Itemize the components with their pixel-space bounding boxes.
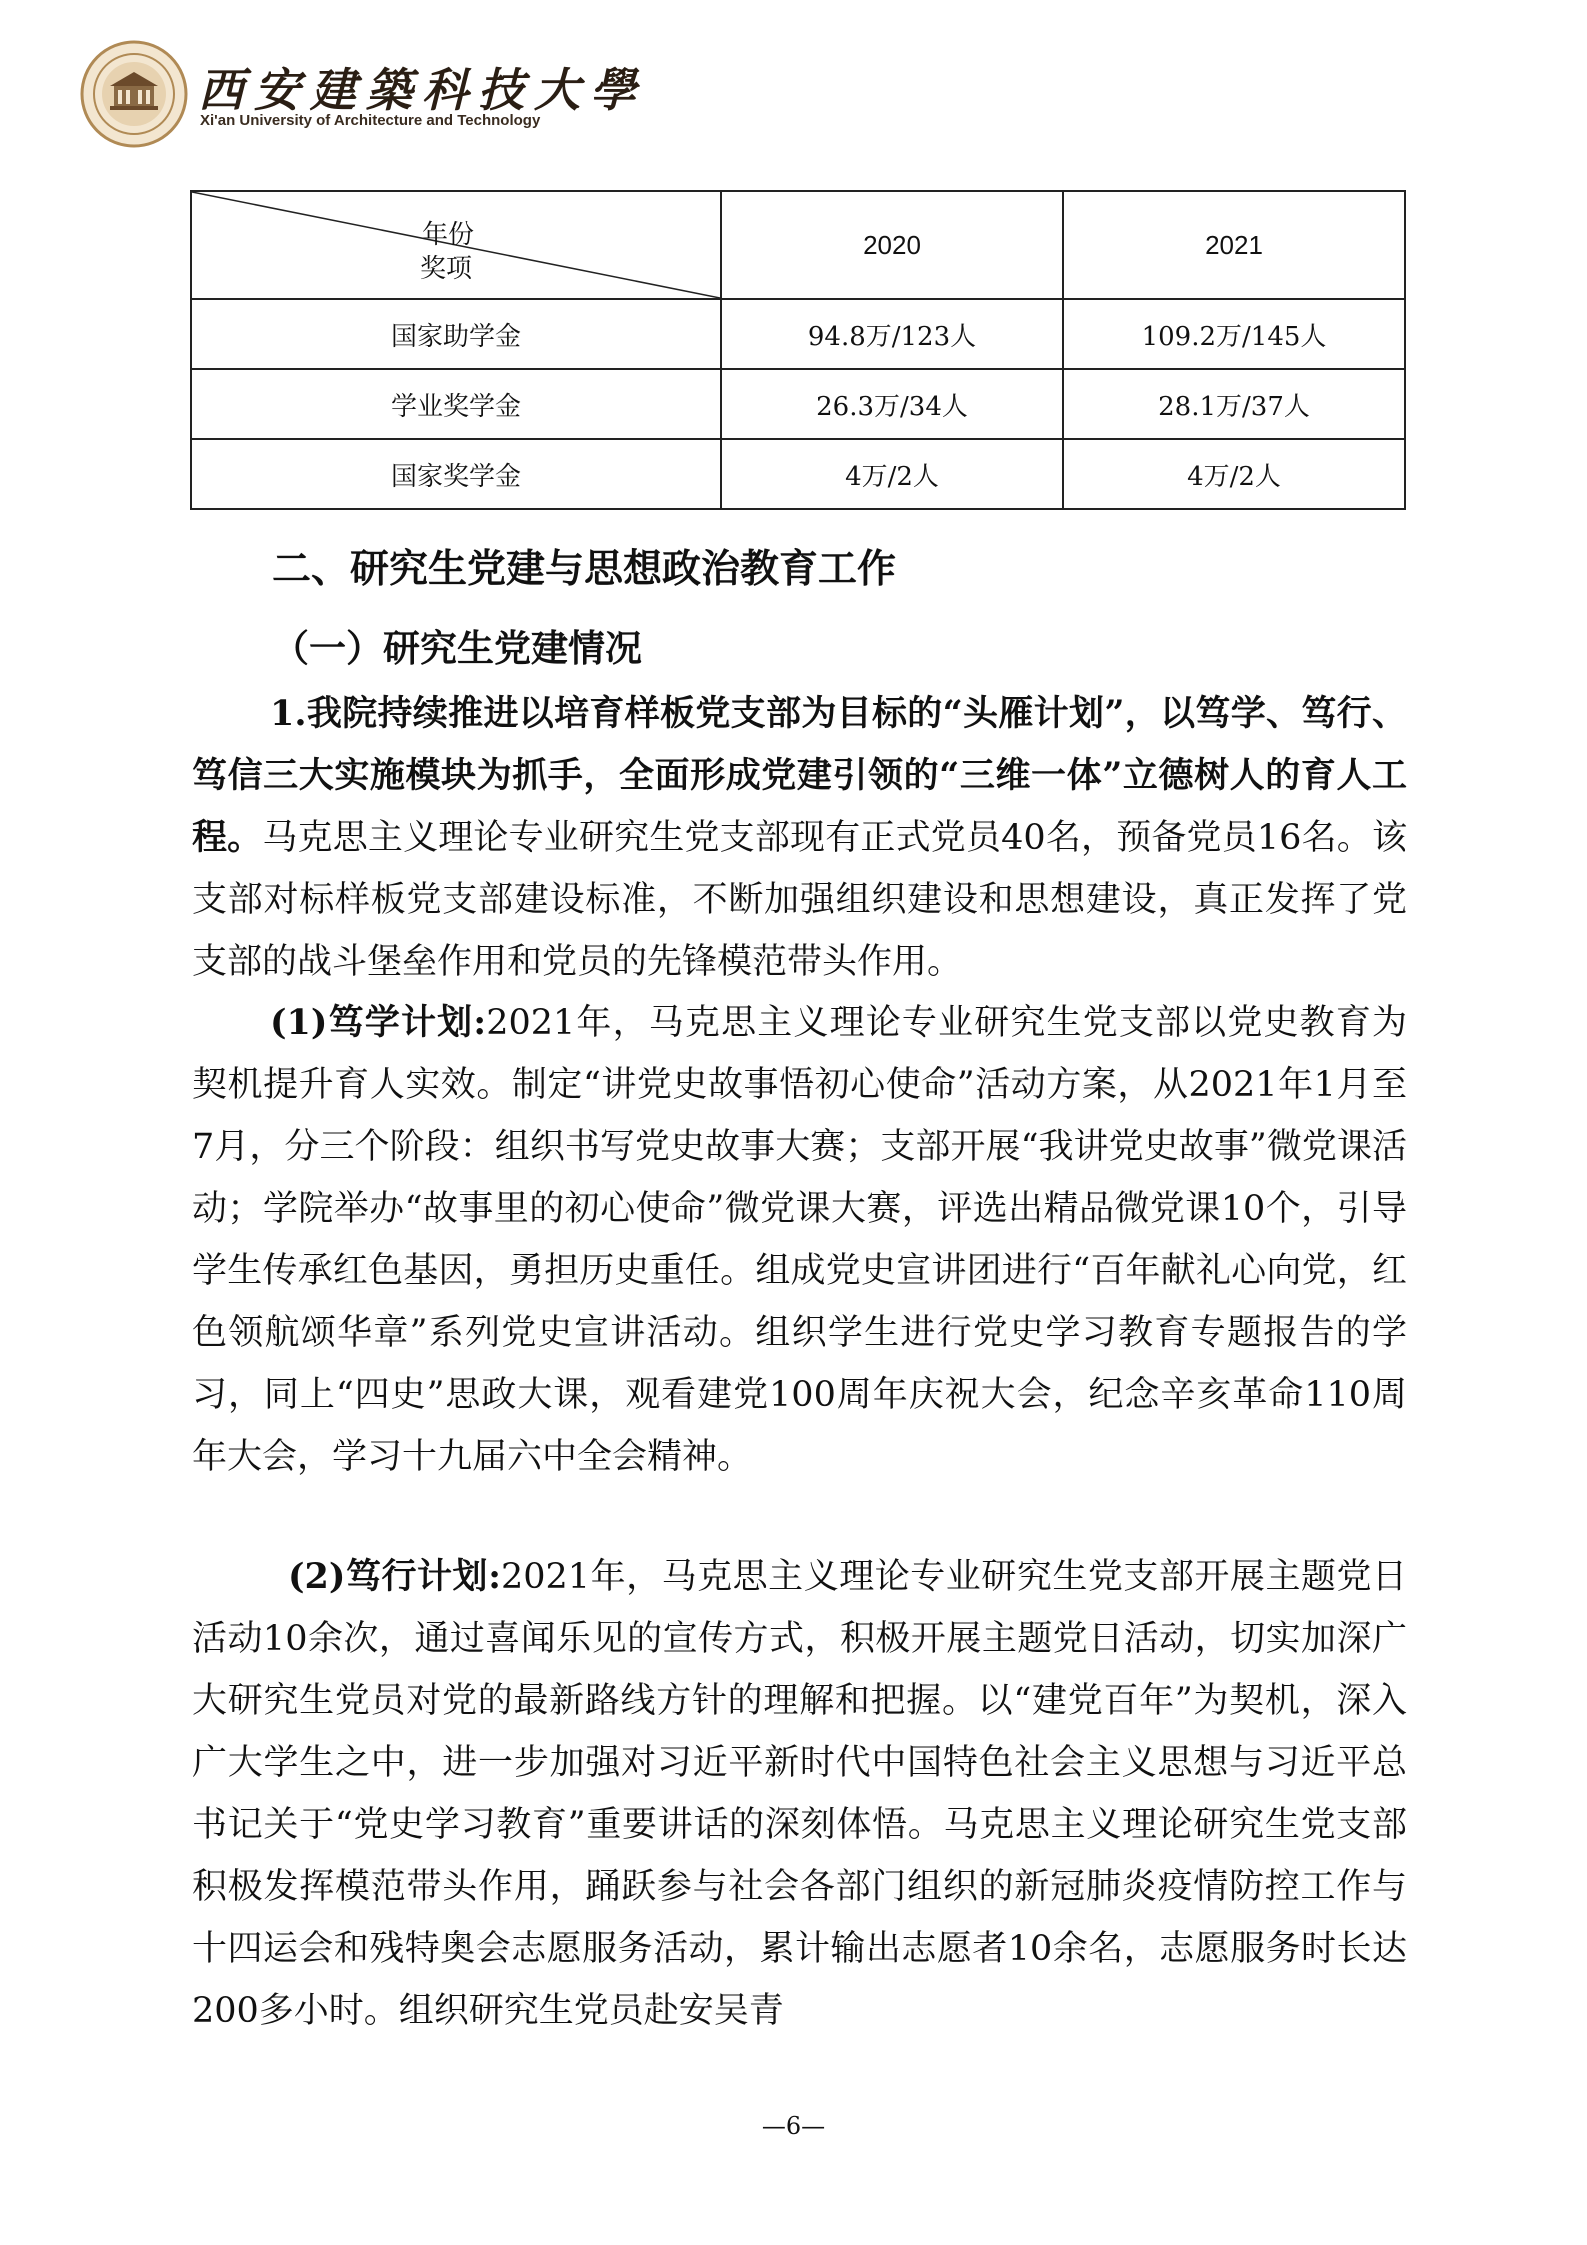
section-heading: 二、研究生党建与思想政治教育工作 (272, 546, 897, 592)
plan-label: (2)笃行计划: (288, 1556, 501, 1597)
plan-label: (1)笃学计划: (270, 1002, 487, 1043)
page-header (80, 40, 780, 150)
value-2020: 26.3万/34人 (721, 369, 1063, 439)
school-name-english: Xi'an University of Architecture and Technology (200, 112, 541, 129)
award-name: 国家助学金 (191, 299, 721, 369)
paragraph-body: 2021年，马克思主义理论专业研究生党支部以党史教育为契机提升育人实效。制定“讲党史故事悟初心使命”活动方案，从2021年1月至7月，分三个阶段：组织书写党史故事大赛；支部开展“我讲党史故事”微党课活动；学院举办“故事里的初心使命”微党课大赛，评选出精品微党课10个，引导学生传承红色基因，勇担历史重任。组成党史宣讲团进行“百年献礼心向党，红色领航颂华章”系列党史宣讲活动。组织学生进行党史学习教育专题报告的学习，同上“四史”思政大课，观看建党100周年庆祝大会，纪念辛亥革命110周年大会，学习十九届六中全会精神。 (192, 1003, 1407, 1477)
diagonal-header-cell (191, 191, 721, 299)
paragraph-body: 马克思主义理论专业研究生党支部现有正式党员40名，预备党员16名。该支部对标样板党支部建设标准，不断加强组织建设和思想建设，真正发挥了党支部的战斗堡垒作用和党员的先锋模范带头作用。 (192, 818, 1407, 982)
page-number: —6— (761, 2112, 826, 2140)
paragraph-practice-plan (192, 1546, 1407, 2042)
table-row (191, 299, 1405, 369)
paragraph-party-building (192, 683, 1407, 993)
header-award-label: 奖项 (420, 254, 473, 284)
award-name: 学业奖学金 (191, 369, 721, 439)
value-2021: 109.2万/145人 (1063, 299, 1405, 369)
subsection-heading: （一）研究生党建情况 (272, 626, 642, 670)
header-year-label: 年份 (422, 220, 475, 250)
award-name: 国家奖学金 (191, 439, 721, 509)
value-2021: 28.1万/37人 (1063, 369, 1405, 439)
value-2021: 4万/2人 (1063, 439, 1405, 509)
paragraph-study-plan (192, 992, 1407, 1488)
scholarship-table (190, 190, 1406, 510)
table-row (191, 439, 1405, 509)
column-header-2021: 2021 (1063, 191, 1405, 299)
school-name-chinese: 西安建築科技大學 (198, 63, 646, 117)
value-2020: 94.8万/123人 (721, 299, 1063, 369)
paragraph-body: 2021年，马克思主义理论专业研究生党支部开展主题党日活动10余次，通过喜闻乐见的宣传方式，积极开展主题党日活动，切实加深广大研究生党员对党的最新路线方针的理解和把握。以“建党百年”为契机，深入广大学生之中，进一步加强对习近平新时代中国特色社会主义思想与习近平总书记关于“党史学习教育”重要讲话的深刻体悟。马克思主义理论研究生党支部积极发挥模范带头作用，踊跃参与社会各部门组织的新冠肺炎疫情防控工作与十四运会和残特奥会志愿服务活动，累计输出志愿者10余名，志愿服务时长达200多小时。组织研究生党员赴安吴青 (192, 1557, 1407, 2031)
paragraph-lead: 1.我院持续推进以培育样板党支部为目标的“头雁计划”，以笃学、笃行、笃信三大实施模块为抓手，全面形成党建引领的“三维一体”立德树人的育人工程。 (192, 693, 1407, 858)
value-2020: 4万/2人 (721, 439, 1063, 509)
table-header-row (191, 191, 1405, 299)
column-header-2020: 2020 (721, 191, 1063, 299)
university-seal-icon (80, 40, 188, 148)
table-row (191, 369, 1405, 439)
